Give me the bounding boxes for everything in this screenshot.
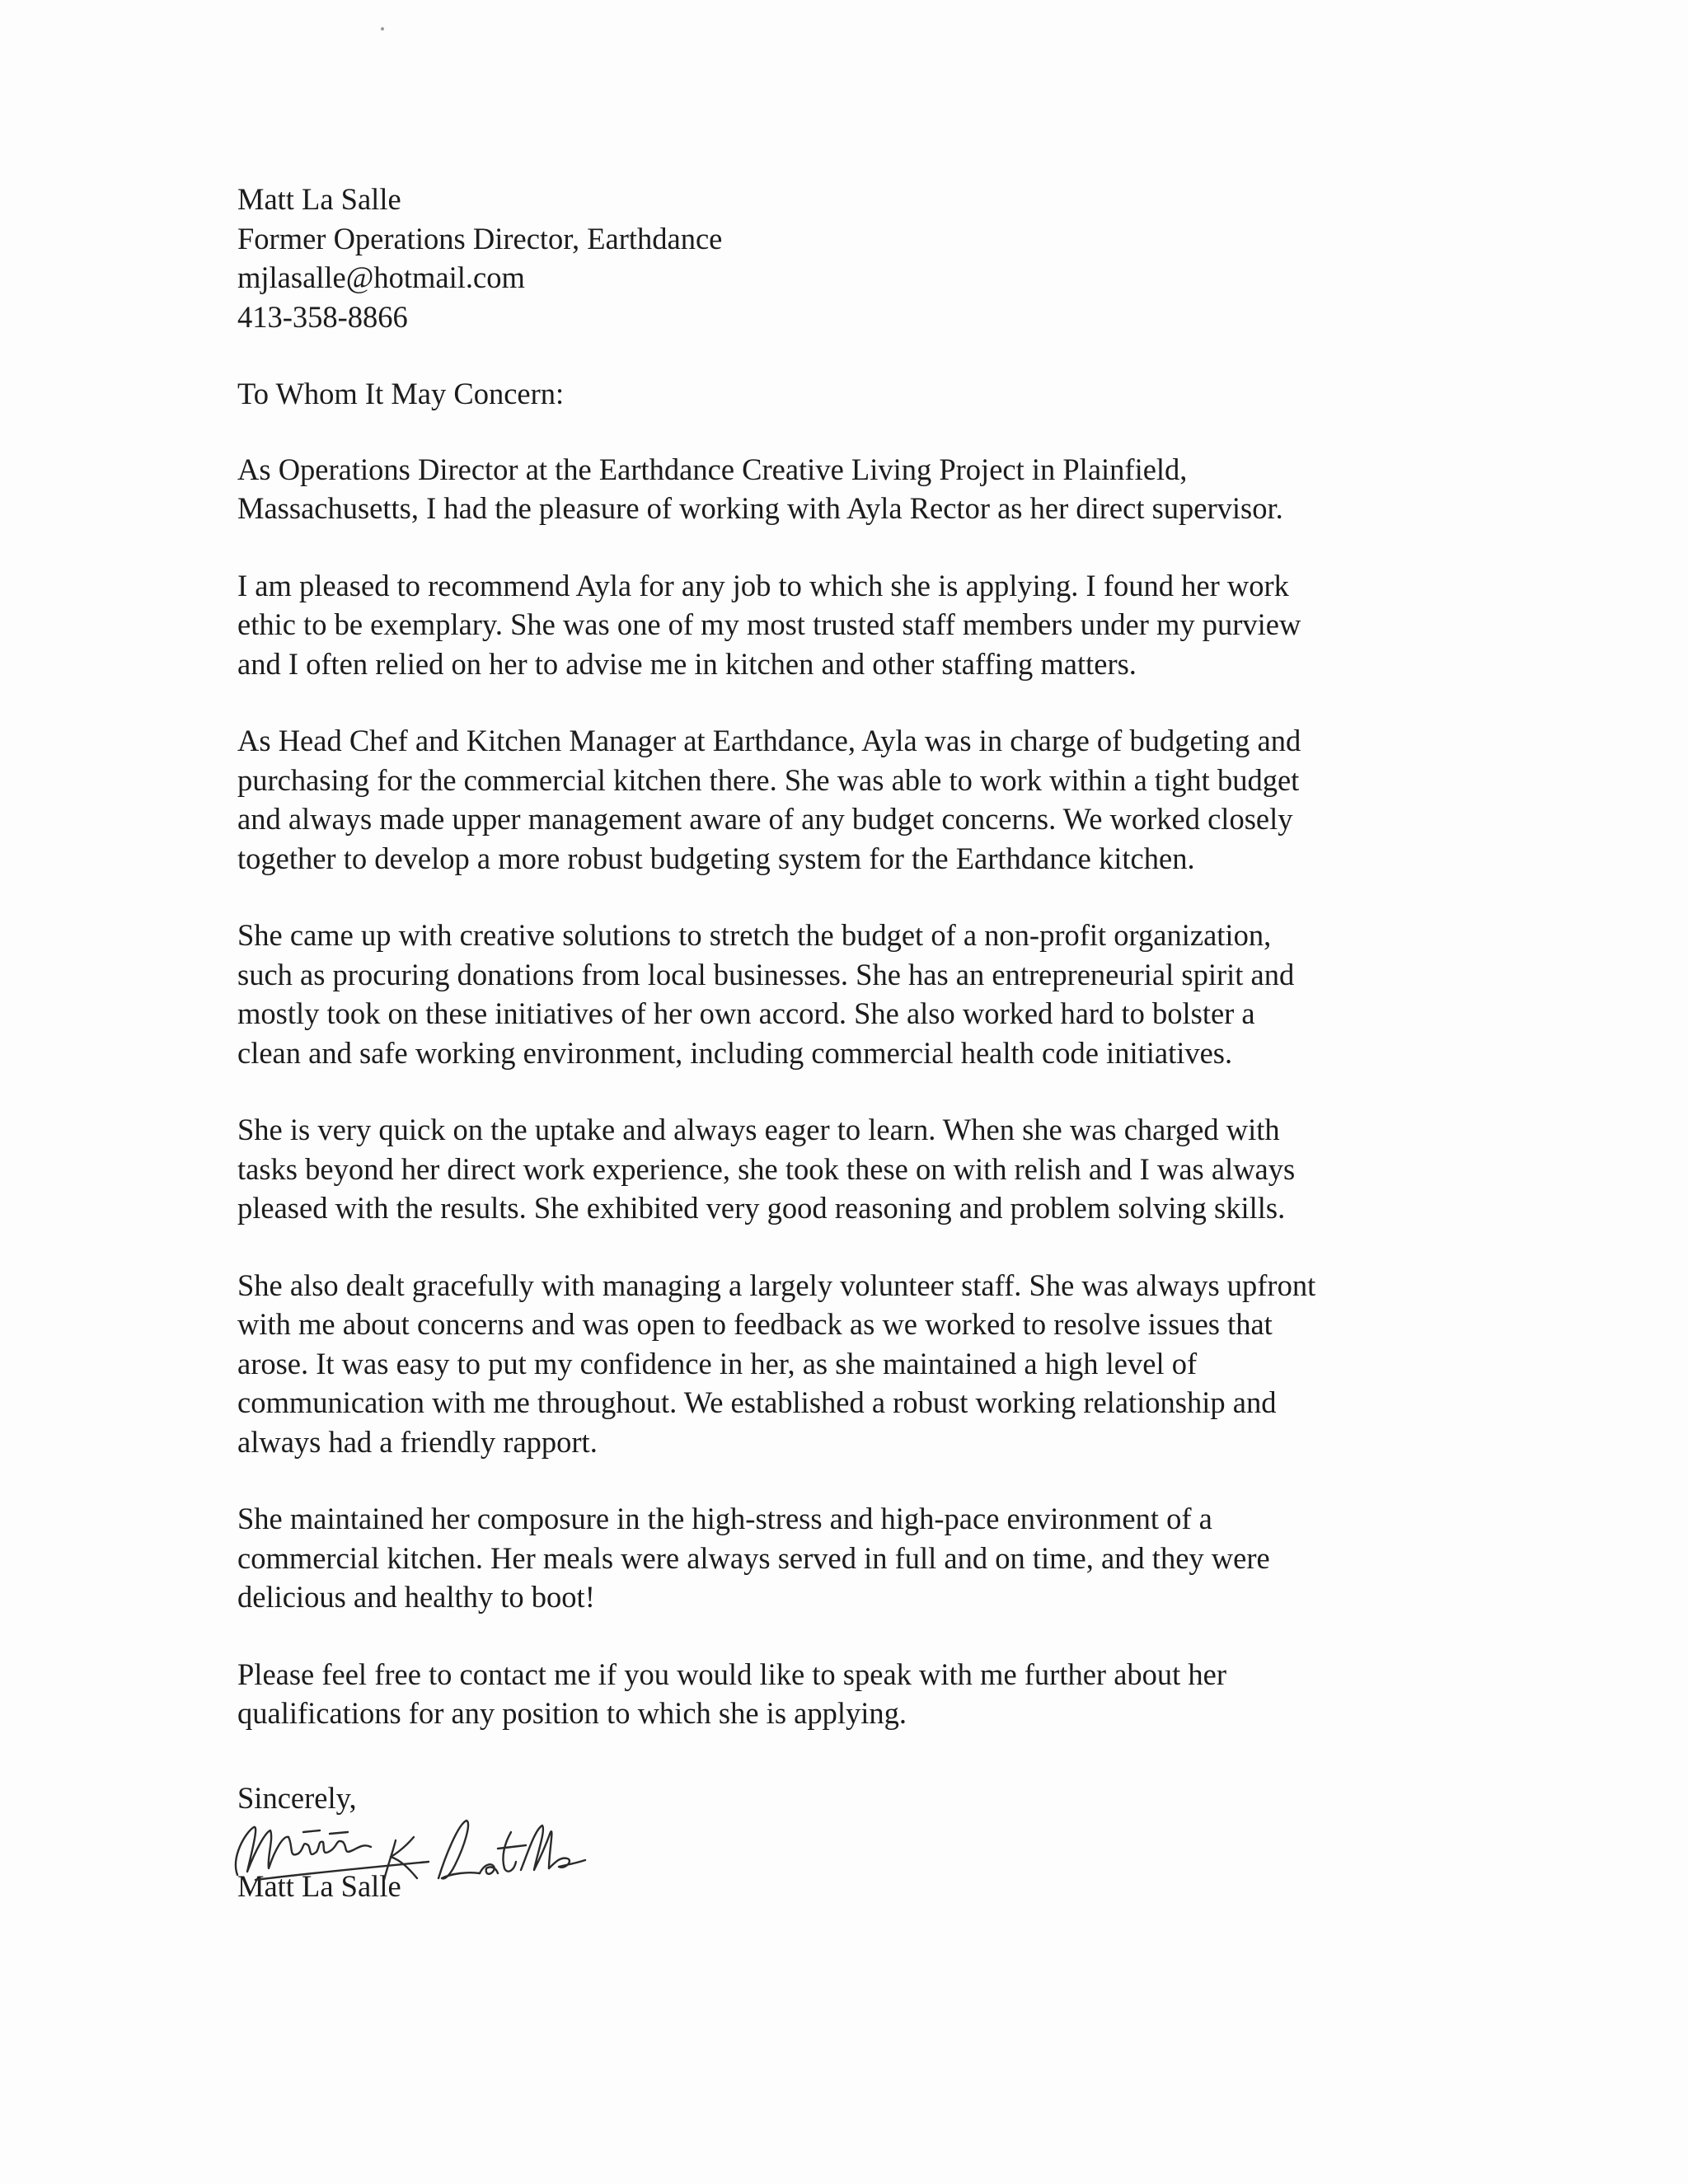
paragraph-5 xyxy=(237,1110,1474,1228)
recommendation-letter xyxy=(237,180,1474,1906)
paragraph-line: tasks beyond her direct work experience, she took these on with relish and I was always xyxy=(237,1151,1296,1186)
paragraph-line: I am pleased to recommend Ayla for any job to which she is applying. I found her work xyxy=(237,568,1289,602)
paragraph-line: She is very quick on the uptake and always eager to learn. When she was charged with xyxy=(237,1113,1280,1146)
paragraph-line: mostly took on these initiatives of her own accord. She also worked hard to bolster a xyxy=(237,996,1255,1030)
paragraph-line: As Operations Director at the Earthdance Creative Living Project in Plainfield, xyxy=(237,452,1188,486)
paragraph-line: qualifications for any position to which she is applying. xyxy=(237,1696,907,1730)
sender-email: mjlasalle@hotmail.com xyxy=(237,260,525,294)
paragraph-line: commercial kitchen. Her meals were always served in full and on time, and they were xyxy=(237,1540,1270,1575)
printed-name: Matt La Salle xyxy=(237,1869,401,1903)
paragraph-line: pleased with the results. She exhibited very good reasoning and problem solving skills. xyxy=(237,1191,1286,1225)
paragraph-line: delicious and healthy to boot! xyxy=(237,1580,595,1614)
paragraph-line: She maintained her composure in the high-stress and high-pace environment of a xyxy=(237,1502,1212,1535)
paragraph-7 xyxy=(237,1499,1474,1617)
paragraph-line: purchasing for the commercial kitchen there. She was able to work within a tight budget xyxy=(237,762,1300,797)
paragraph-line: and always made upper management aware of any budget concerns. We worked closely xyxy=(237,802,1293,836)
paragraph-line: and I often relied on her to advise me in kitchen and other staffing matters. xyxy=(237,646,1137,681)
paragraph-8 xyxy=(237,1655,1474,1733)
paragraph-4 xyxy=(237,916,1474,1072)
paragraph-line: She came up with creative solutions to stretch the budget of a non-profit organization, xyxy=(237,918,1272,952)
paragraph-line: As Head Chef and Kitchen Manager at Earthdance, Ayla was in charge of budgeting and xyxy=(237,724,1301,757)
signature-area xyxy=(237,1817,1474,1867)
paragraph-line: arose. It was easy to put my confidence in her, as she maintained a high level of xyxy=(237,1346,1198,1380)
sender-phone: 413-358-8866 xyxy=(237,299,408,334)
paragraph-line: Please feel free to contact me if you would like to speak with me further about her xyxy=(237,1657,1227,1691)
paragraph-line: She also dealt gracefully with managing a largely volunteer staff. She was always upfront xyxy=(237,1268,1316,1302)
salutation: To Whom It May Concern: xyxy=(237,377,565,410)
sender-block xyxy=(237,180,1474,336)
handwritten-signature-icon xyxy=(223,1799,618,1890)
closing: Sincerely, xyxy=(237,1780,357,1815)
sender-name: Matt La Salle xyxy=(237,182,401,216)
paragraph-3 xyxy=(237,721,1474,878)
paragraph-line: with me about concerns and was open to feedback as we worked to resolve issues that xyxy=(237,1307,1273,1341)
paragraph-line: always had a friendly rapport. xyxy=(237,1424,598,1459)
sender-title: Former Operations Director, Earthdance xyxy=(237,221,723,255)
paragraph-line: clean and safe working environment, including commercial health code initiatives. xyxy=(237,1035,1233,1070)
scan-speck xyxy=(381,27,384,30)
paragraph-line: communication with me throughout. We established a robust working relationship and xyxy=(237,1385,1277,1419)
paragraph-line: such as procuring donations from local businesses. She has an entrepreneurial spirit and xyxy=(237,957,1295,991)
paragraph-2 xyxy=(237,566,1474,684)
paragraph-line: together to develop a more robust budgeting system for the Earthdance kitchen. xyxy=(237,841,1195,875)
paragraph-line: Massachusetts, I had the pleasure of working with Ayla Rector as her direct supervisor. xyxy=(237,491,1283,525)
paragraph-6 xyxy=(237,1266,1474,1462)
paragraph-1 xyxy=(237,450,1474,528)
paragraph-line: ethic to be exemplary. She was one of my most trusted staff members under my purview xyxy=(237,607,1301,641)
